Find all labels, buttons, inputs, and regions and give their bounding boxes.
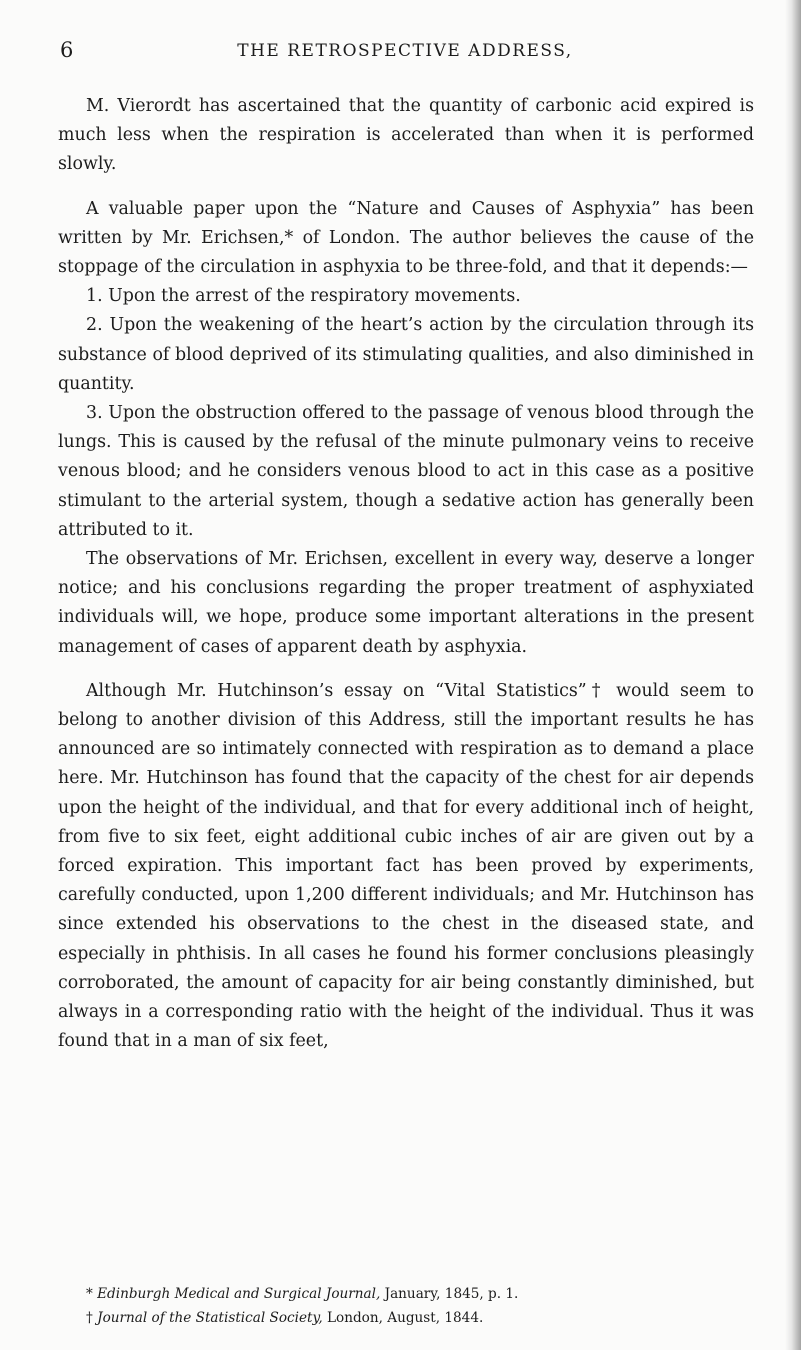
footnote: [58, 1282, 754, 1306]
paragraph: 1. Upon the arrest of the respiratory movements.: [86, 286, 521, 307]
footnote-source: Journal of the Statistical Society,: [97, 1310, 323, 1326]
footnote-detail: January, 1845, p. 1.: [384, 1286, 519, 1302]
footnotes: [58, 1282, 754, 1330]
paragraph: M. Vierordt has ascertained that the quantity of carbonic acid expired is much less when the respiration is accelerated than when it is performed slowly.: [58, 96, 754, 175]
footnote-source: Edinburgh Medical and Surgical Journal,: [97, 1286, 381, 1302]
paragraph: 3. Upon the obstruction offered to the passage of venous blood through the lungs. This is caused by the refusal of the minute pulmonary veins to receive venous blood; and he considers venous blood to act in this case as a positive stimulant to the arterial system, though a sedative action has generally been attributed to it.: [58, 403, 754, 540]
running-head: THE RETROSPECTIVE ADDRESS,: [237, 41, 573, 61]
paragraph: 2. Upon the weakening of the heart’s action by the circulation through its substance of blood deprived of its stimulating qualities, and also diminished in quantity.: [58, 315, 754, 394]
page-number: 6: [60, 38, 74, 62]
paragraph: A valuable paper upon the “Nature and Causes of Asphyxia” has been written by Mr. Erichsen,* of London. The author believes the cause of the stoppage of the circulation in asphyxia to be three-fold, and that it depends:—: [58, 198, 754, 278]
body-text: [58, 92, 754, 1057]
page-edge-shadow: [785, 0, 801, 1350]
paragraph: Although Mr. Hutchinson’s essay on “Vital Statistics”† would seem to belong to another division of this Address, still the important results he has announced are so intimately connected with respiration as to demand a place here. Mr. Hutchinson has found that the capacity of the chest for air depends upon the height of the individual, and that for every additional inch of height, from five to six feet, eight additional cubic inches of air are given out by a forced expiration. This important fact has been proved by experiments, carefully conducted, upon 1,200 different individuals; and Mr. Hutchinson has since extended his observations to the chest in the diseased state, and especially in phthisis. In all cases he found his former conclusions pleasingly corroborated, the amount of capacity for air being constantly diminished, but always in a corresponding ratio with the height of the individual. Thus it was found that in a man of six feet,: [58, 680, 754, 1052]
footnote-mark: †: [86, 1310, 93, 1326]
paragraph: The observations of Mr. Erichsen, excellent in every way, deserve a longer notice; and his conclusions regarding the proper treatment of asphyxiated individuals will, we hope, produce some important alterations in the present management of cases of apparent death by asphyxia.: [58, 549, 754, 657]
page-header: [60, 36, 750, 66]
footnote-mark: *: [86, 1286, 93, 1302]
footnote-detail: London, August, 1844.: [327, 1310, 484, 1326]
footnote: [58, 1306, 754, 1330]
